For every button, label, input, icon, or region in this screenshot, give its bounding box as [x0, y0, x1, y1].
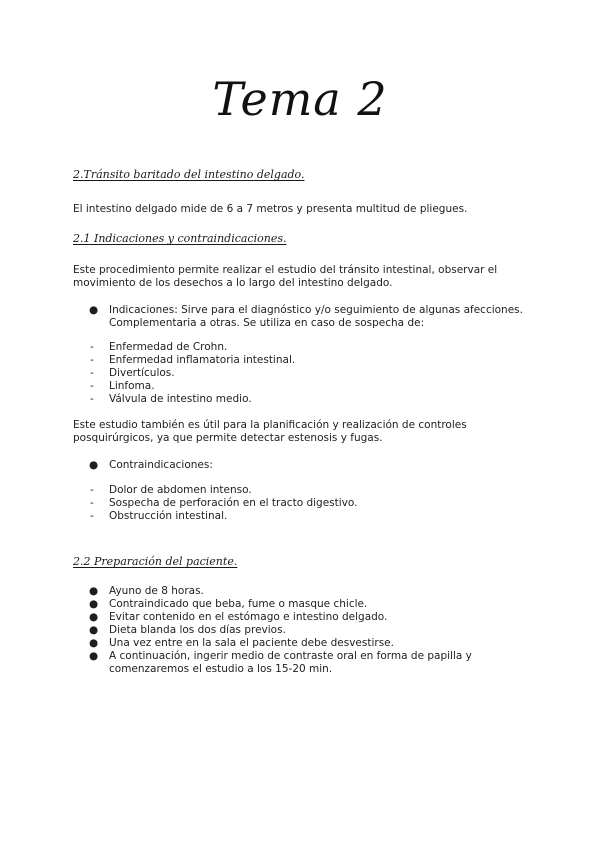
list-item-text: Obstrucción intestinal. [109, 510, 228, 522]
list-item [73, 624, 533, 637]
indicaciones-text: Indicaciones: Sirve para el diagnóstico y/o seguimiento de algunas afecciones. Complementaria a otras. Se utiliza en caso de sospecha de: [109, 304, 523, 329]
list-item-text: Linfoma. [109, 380, 155, 392]
dash-mark: - [90, 380, 94, 392]
list-item [73, 367, 533, 380]
bullet-mark: ● [89, 611, 99, 623]
dash-mark: - [90, 341, 94, 353]
dash-mark: - [90, 393, 94, 405]
list-item [73, 341, 533, 354]
dash-mark: - [90, 497, 94, 509]
contraindicaciones-text: Contraindicaciones: [109, 459, 213, 471]
preparacion-list [73, 585, 533, 676]
dash-mark: - [90, 367, 94, 379]
list-item [73, 585, 533, 598]
list-item [73, 637, 533, 650]
list-item [73, 598, 533, 611]
contraindicaciones-bullet [73, 459, 533, 472]
bullet-mark: ● [89, 624, 99, 636]
list-item [73, 380, 533, 393]
list-item-text: Sospecha de perforación en el tracto digestivo. [109, 497, 358, 509]
page-title: Tema 2 [212, 72, 388, 126]
indicaciones-list [73, 341, 533, 406]
list-item [73, 650, 533, 676]
section-heading-2: 2.Tránsito baritado del intestino delgado. [73, 168, 305, 181]
list-item-text: Contraindicado que beba, fume o masque chicle. [109, 598, 368, 610]
list-item [73, 393, 533, 406]
section-2-intro: El intestino delgado mide de 6 a 7 metros y presenta multitud de pliegues. [73, 203, 468, 215]
dash-mark: - [90, 510, 94, 522]
list-item [73, 611, 533, 624]
bullet-mark: ● [89, 304, 99, 316]
section-2-1-extra: Este estudio también es útil para la planificación y realización de controles posquirúrgicos, ya que permite detectar estenosis y fugas. [73, 419, 467, 444]
list-item [73, 304, 533, 330]
list-item [73, 510, 533, 523]
list-item-text: Ayuno de 8 horas. [109, 585, 204, 597]
bullet-mark: ● [89, 598, 99, 610]
contraindicaciones-list [73, 484, 533, 523]
list-item-text: Divertículos. [109, 367, 175, 379]
list-item [73, 497, 533, 510]
bullet-mark: ● [89, 650, 99, 662]
dash-mark: - [90, 354, 94, 366]
section-2-1-intro: Este procedimiento permite realizar el estudio del tránsito intestinal, observar el movimiento de los desechos a lo largo del intestino delgado. [73, 264, 498, 289]
list-item-text: Válvula de intestino medio. [109, 393, 252, 405]
list-item-text: Dolor de abdomen intenso. [109, 484, 252, 496]
section-heading-2-1: 2.1 Indicaciones y contraindicaciones. [73, 232, 287, 245]
bullet-mark: ● [89, 637, 99, 649]
bullet-mark: ● [89, 585, 99, 597]
list-item-text: Evitar contenido en el estómago e intestino delgado. [109, 611, 388, 623]
list-item [73, 354, 533, 367]
list-item-text: Enfermedad de Crohn. [109, 341, 228, 353]
indicaciones-bullet [73, 304, 533, 330]
section-heading-2-2: 2.2 Preparación del paciente. [73, 555, 238, 568]
list-item-text: Una vez entre en la sala el paciente debe desvestirse. [109, 637, 394, 649]
list-item [73, 484, 533, 497]
dash-mark: - [90, 484, 94, 496]
list-item-text: Enfermedad inflamatoria intestinal. [109, 354, 296, 366]
list-item [73, 459, 533, 472]
list-item-text: A continuación, ingerir medio de contraste oral en forma de papilla y comenzaremos el estudio a los 15-20 min. [109, 650, 472, 675]
bullet-mark: ● [89, 459, 99, 471]
list-item-text: Dieta blanda los dos días previos. [109, 624, 286, 636]
